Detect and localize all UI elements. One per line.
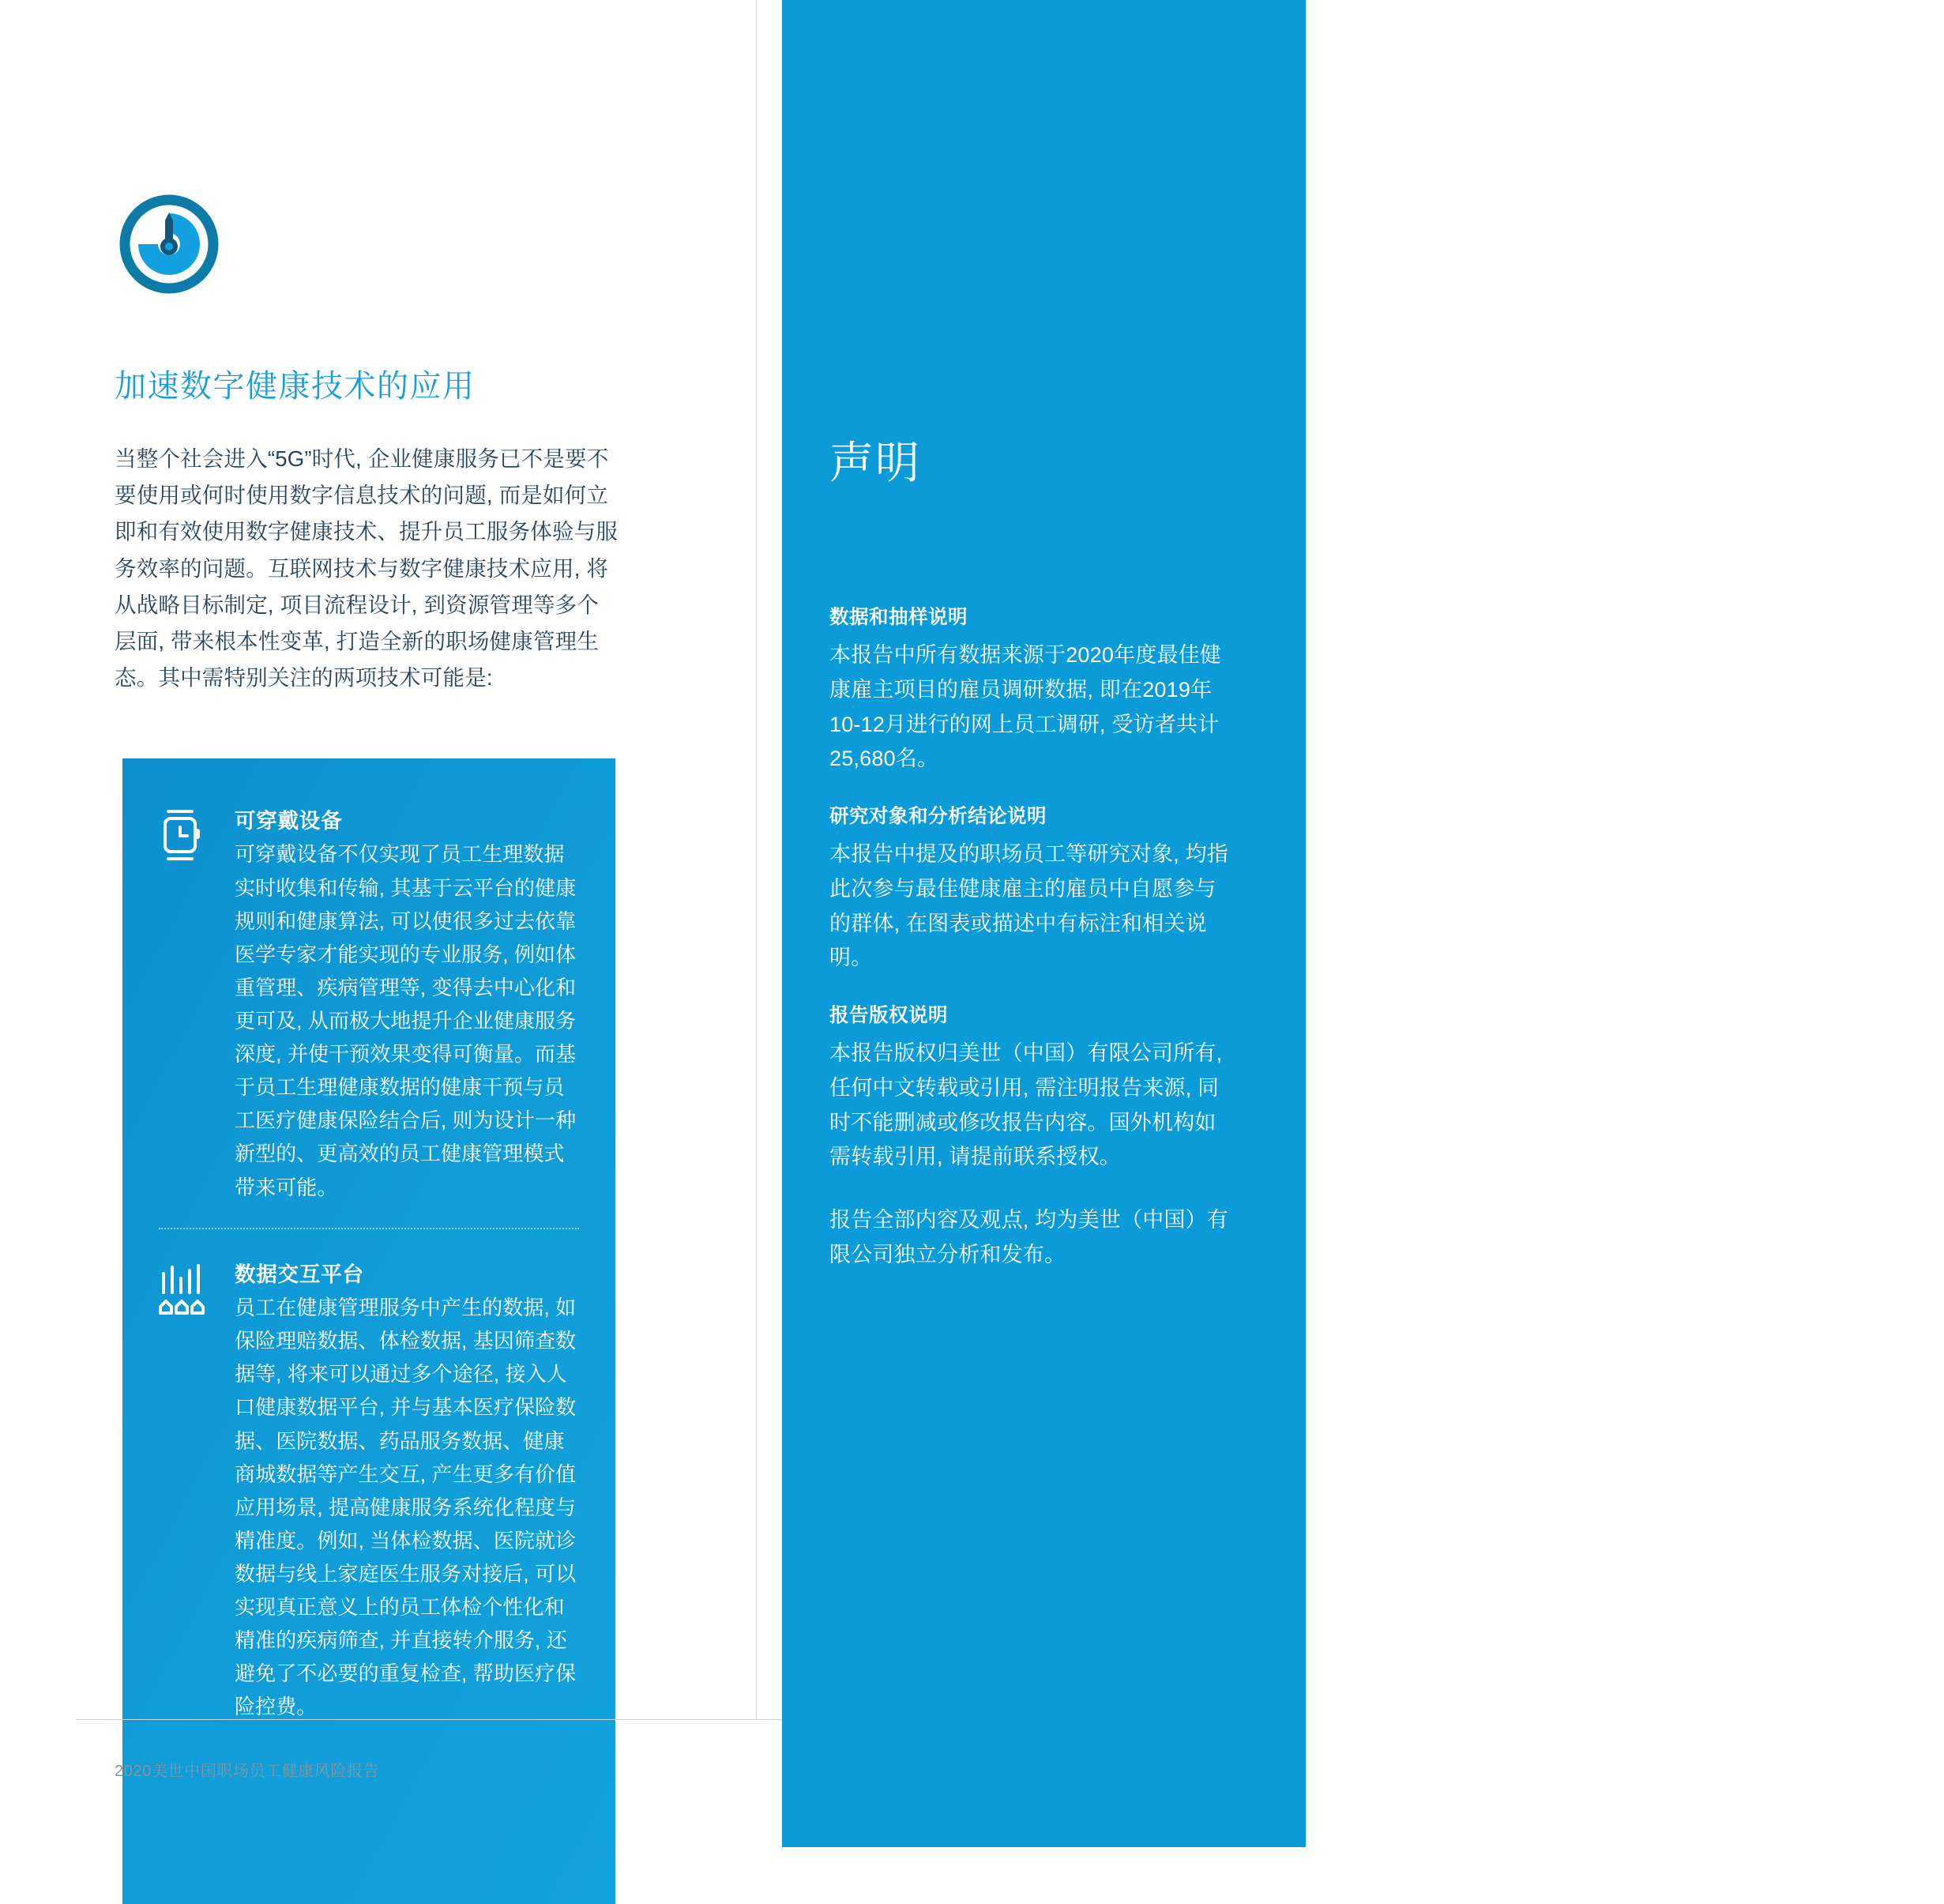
declaration-section-heading: 数据和抽样说明: [829, 607, 968, 628]
feature-text: 员工在健康管理服务中产生的数据, 如保险理赔数据、体检数据, 基因筛查数据等, 将来可以通过多个途径, 接入人口健康数据平台, 并与基本医疗保险数据、医院数据、药品服务数据、健康商城数据等产生交互, 产生更多有价值应用场景, 提高健康服务系统化程度与精准度。例如, 当体检数据、医院就诊数据与线上家庭医生服务对接后, 可以实现真正意义上的员工体检个性化和精准的疾病筛查, 并直接转介服务, 还避免了不必要的重复检查, 帮助医疗保险控费。: [235, 1296, 577, 1719]
feature-title: 可穿戴设备: [235, 809, 343, 833]
column-divider: [756, 0, 757, 1719]
declaration-section-copyright: [829, 1003, 1236, 1272]
declaration-section-body-secondary: 报告全部内容及观点, 均为美世（中国）有限公司独立分析和发布。: [829, 1208, 1229, 1266]
gauge-speedometer-icon: [117, 192, 221, 300]
declaration-section-data-sampling: [829, 604, 1236, 777]
page-title: 加速数字健康技术的应用: [115, 368, 476, 404]
declaration-panel: [782, 0, 1944, 1847]
data-bars-platform-icon: [157, 1261, 206, 1323]
declaration-section-body: 本报告版权归美世（中国）有限公司所有, 任何中文转载或引用, 需注明报告来源, 同时不能删减或修改报告内容。国外机构如需转载引用, 请提前联系授权。: [829, 1041, 1223, 1169]
declaration-section-body: 本报告中提及的职场员工等研究对象, 均指此次参与最佳健康雇主的雇员中自愿参与的群体, 在图表或描述中有标注和相关说明。: [829, 842, 1229, 970]
feature-title: 数据交互平台: [235, 1262, 364, 1286]
intro-paragraph: 当整个社会进入“5G”时代, 企业健康服务已不是要不要使用或何时使用数字信息技术的问题, 而是如何立即和有效使用数字健康技术、提升员工服务体验与服务效率的问题。互联网技术与数字健康技术应用, 将从战略目标制定, 项目流程设计, 到资源管理等多个层面, 带来根本性变革, 打造全新的职场健康管理生态。其中需特别关注的两项技术可能是:: [115, 446, 619, 690]
highlight-box: [122, 758, 615, 1904]
declaration-sections: [829, 604, 1236, 1299]
feature-item-data-platform: [122, 1229, 615, 1724]
footer-report-title: 2020美世中国职场员工健康风险报告: [115, 1763, 380, 1780]
feature-content: [235, 1261, 579, 1724]
declaration-section-research-subjects: [829, 803, 1236, 976]
footer-divider: [76, 1719, 782, 1720]
declaration-section-heading: 研究对象和分析结论说明: [829, 806, 1047, 827]
page-number: 49: [1922, 1755, 1944, 1777]
feature-content: [235, 807, 579, 1204]
content-column: [0, 0, 782, 1847]
feature-item-wearable: [122, 758, 615, 1204]
declaration-section-body: 本报告中所有数据来源于2020年度最佳健康雇主项目的雇员调研数据, 即在2019年10-12月进行的网上员工调研, 受访者共计25,680名。: [829, 643, 1222, 771]
smartwatch-icon: [157, 807, 206, 871]
declaration-section-heading: 报告版权说明: [829, 1005, 948, 1026]
feature-text: 可穿戴设备不仅实现了员工生理数据实时收集和传输, 其基于云平台的健康规则和健康算法, 可以使很多过去依靠医学专家才能实现的专业服务, 例如体重管理、疾病管理等, 变得去中心化和更可及, 从而极大地提升企业健康服务深度, 并使干预效果变得可衡量。而基于员工生理健康数据的健康干预与员工医疗健康保险结合后, 则为设计一种新型的、更高效的员工健康管理模式带来可能。: [235, 842, 577, 1199]
declaration-title: 声明: [829, 438, 921, 487]
